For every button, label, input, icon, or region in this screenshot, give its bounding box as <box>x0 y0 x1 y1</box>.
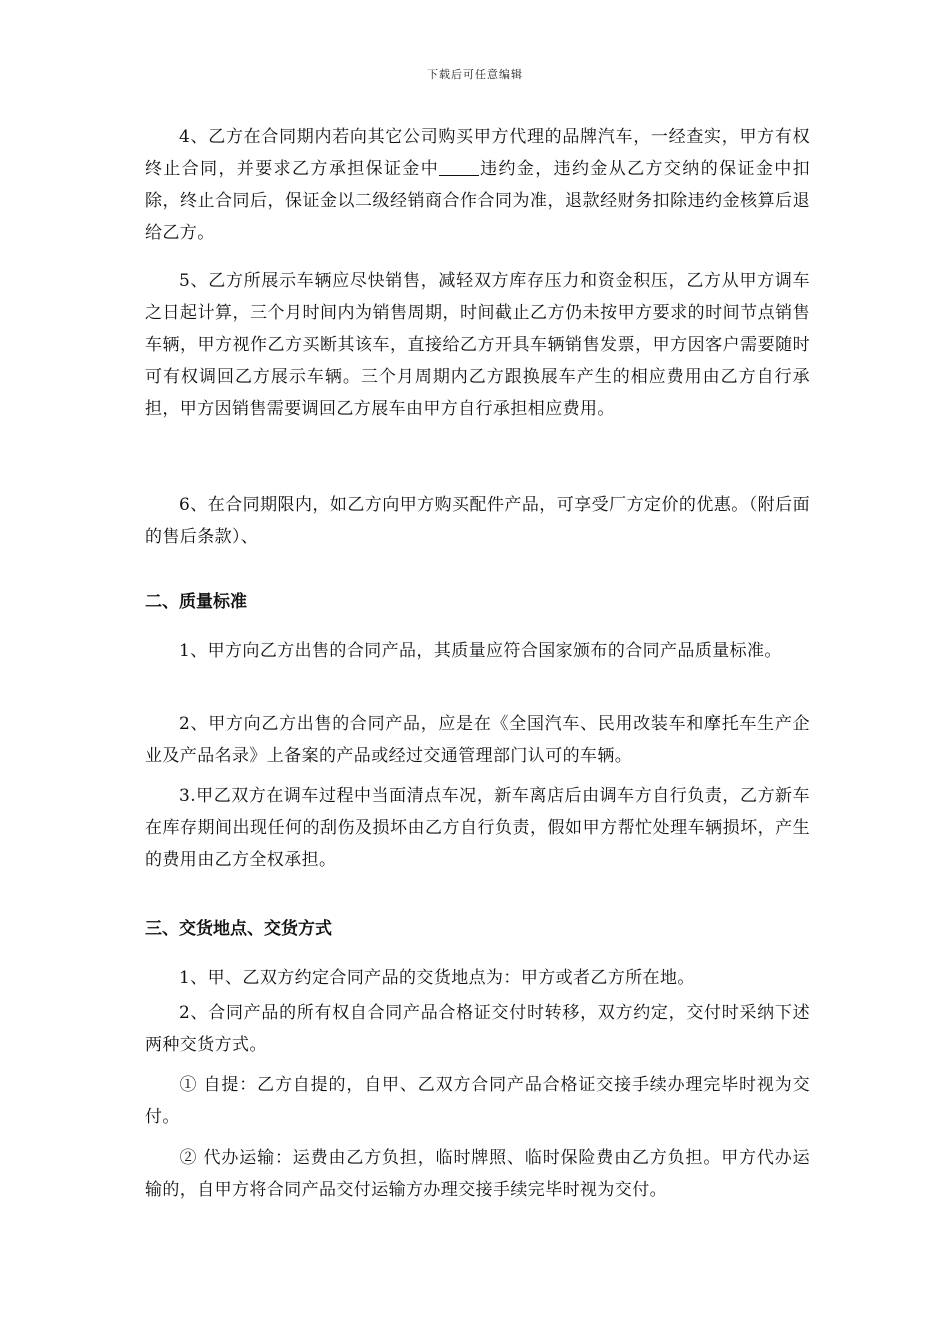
clause-1-5 <box>145 265 810 425</box>
clause-3-2-option-1 <box>145 1069 810 1133</box>
section-3-heading: 三、交货地点、交货方式 <box>145 919 332 939</box>
clause-3-1 <box>145 962 810 994</box>
clause-1-5-text: 5、乙方所展示车辆应尽快销售，减轻双方库存压力和资金积压，乙方从甲方调车之日起计算，三个月时间内为销售周期，时间截止乙方仍未按甲方要求的时间节点销售车辆，甲方视作乙方买断其该车，直接给乙方开具车辆销售发票，甲方因客户需要随时可有权调回乙方展示车辆。三个月周期内乙方跟换展车产生的相应费用由乙方自行承担，甲方因销售需要调回乙方展车由甲方自行承担相应费用。 <box>145 271 810 419</box>
clause-3-2-option-1-text: ① 自提：乙方自提的，自甲、乙双方合同产品合格证交接手续办理完毕时视为交付。 <box>145 1075 810 1127</box>
clause-3-2-option-2 <box>145 1142 810 1206</box>
clause-2-1 <box>145 635 810 667</box>
clause-2-1-text: 1、甲方向乙方出售的合同产品，其质量应符合国家颁布的合同产品质量标准。 <box>179 641 782 661</box>
clause-1-6-text: 6、在合同期限内，如乙方向甲方购买配件产品，可享受厂方定价的优惠。（附后面的售后条款）、 <box>145 495 810 547</box>
clause-3-1-text: 1、甲、乙双方约定合同产品的交货地点为：甲方或者乙方所在地。 <box>179 968 695 988</box>
clause-1-4-text-b: 违约金，违约金从乙方交纳的保证金中扣除，终止合同后，保证金以二级经销商合作合同为准，退款经财务扣除违约金核算后退给乙方。 <box>145 159 811 243</box>
clause-2-3-text: 3.甲乙双方在调车过程中当面清点车况，新车离店后由调车方自行负责，乙方新车在库存期间出现任何的刮伤及损坏由乙方自行负责，假如甲方帮忙处理车辆损坏，产生的费用由乙方全权承担。 <box>145 786 810 870</box>
clause-3-2-text: 2、合同产品的所有权自合同产品合格证交付时转移，双方约定，交付时采纳下述两种交货方式。 <box>145 1003 810 1055</box>
clause-2-3 <box>145 780 810 876</box>
page-header: 下载后可任意编辑 <box>427 68 523 81</box>
clause-3-2-option-2-text: ② 代办运输：运费由乙方负担，临时牌照、临时保险费由乙方负担。甲方代办运输的，自甲方将合同产品交付运输方办理交接手续完毕时视为交付。 <box>145 1148 810 1200</box>
clause-1-4-text-a: 4、乙方在合同期内若向其它公司购买甲方代理的品牌汽车，一经查实，甲方有权终止合同，并要求乙方承担保证金中 <box>145 127 810 179</box>
clause-1-4 <box>145 121 810 249</box>
clause-2-2-text: 2、甲方向乙方出售的合同产品，应是在《全国汽车、民用改装车和摩托车生产企业及产品名录》上备案的产品或经过交通管理部门认可的车辆。 <box>145 714 810 766</box>
fill-in-blank <box>439 175 479 176</box>
clause-3-2 <box>145 997 810 1061</box>
clause-2-2 <box>145 708 810 772</box>
section-2-heading: 二、质量标准 <box>145 592 247 612</box>
clause-1-6 <box>145 489 810 553</box>
